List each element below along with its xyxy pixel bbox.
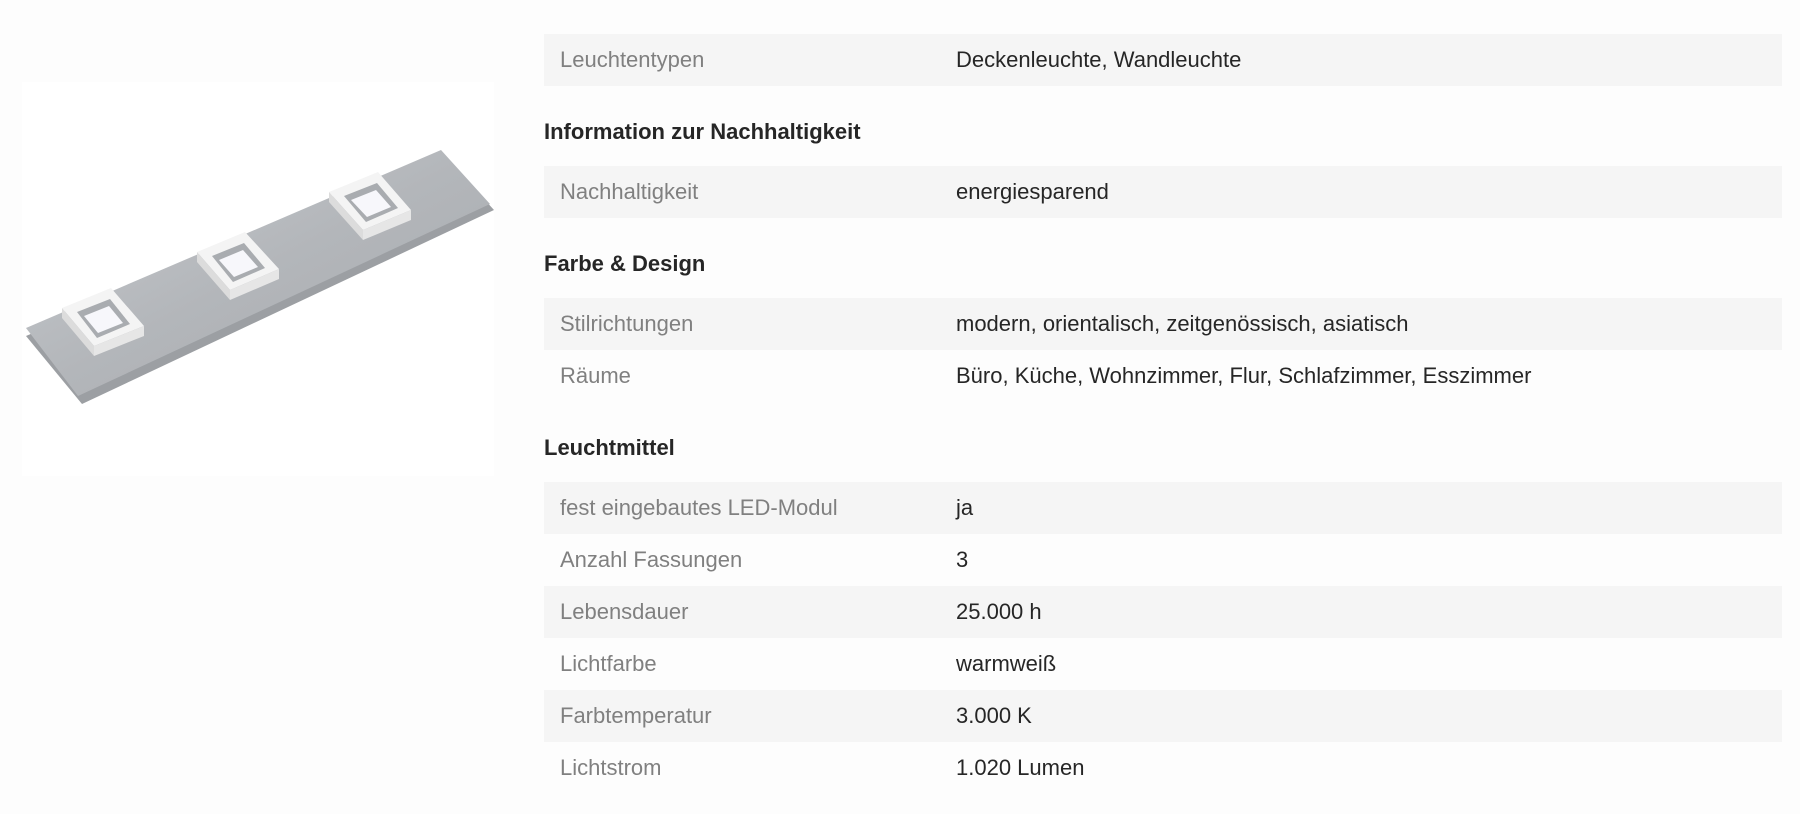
spec-label: Lichtfarbe bbox=[560, 651, 657, 676]
spec-row-lichtstrom bbox=[544, 742, 1782, 794]
spec-label: Lebensdauer bbox=[560, 599, 689, 624]
spec-row-nachhaltigkeit bbox=[544, 166, 1782, 218]
spec-label: fest eingebautes LED-Modul bbox=[560, 495, 838, 520]
spec-label: Lichtstrom bbox=[560, 755, 662, 780]
spec-value: 25.000 h bbox=[956, 599, 1042, 624]
spec-row-lichtfarbe bbox=[544, 638, 1782, 690]
spec-label: Räume bbox=[560, 363, 631, 388]
section-title-nachhaltigkeit: Information zur Nachhaltigkeit bbox=[544, 119, 861, 144]
section-title-farbe-design: Farbe & Design bbox=[544, 251, 706, 276]
spec-row-lebensdauer bbox=[544, 586, 1782, 638]
spec-value: 3.000 K bbox=[956, 703, 1032, 728]
spec-value: energiesparend bbox=[956, 179, 1109, 204]
spec-value: warmweiß bbox=[956, 651, 1057, 676]
spec-label: Farbtemperatur bbox=[560, 703, 712, 728]
spec-value: Büro, Küche, Wohnzimmer, Flur, Schlafzimmer, Esszimmer bbox=[956, 363, 1532, 388]
spec-value: 1.020 Lumen bbox=[956, 755, 1085, 780]
spec-row-anzahl-fassungen bbox=[544, 534, 1782, 586]
spec-value: ja bbox=[956, 495, 974, 520]
ceiling-light-image bbox=[22, 82, 494, 476]
spec-value: 3 bbox=[956, 547, 969, 572]
spec-row-farbtemperatur bbox=[544, 690, 1782, 742]
spec-row-leuchtentypen bbox=[544, 34, 1782, 86]
spec-value: Deckenleuchte, Wandleuchte bbox=[956, 47, 1242, 72]
spec-row-raeume bbox=[544, 350, 1782, 402]
spec-label: Anzahl Fassungen bbox=[560, 547, 743, 572]
spec-value: modern, orientalisch, zeitgenössisch, asiatisch bbox=[956, 311, 1409, 336]
spec-label: Leuchtentypen bbox=[560, 47, 705, 72]
spec-row-stilrichtungen bbox=[544, 298, 1782, 350]
spec-label: Nachhaltigkeit bbox=[560, 179, 699, 204]
spec-row-led-modul bbox=[544, 482, 1782, 534]
section-title-leuchtmittel: Leuchtmittel bbox=[544, 435, 675, 460]
product-image[interactable] bbox=[22, 82, 494, 476]
spec-label: Stilrichtungen bbox=[560, 311, 694, 336]
product-specifications bbox=[544, 34, 1782, 794]
